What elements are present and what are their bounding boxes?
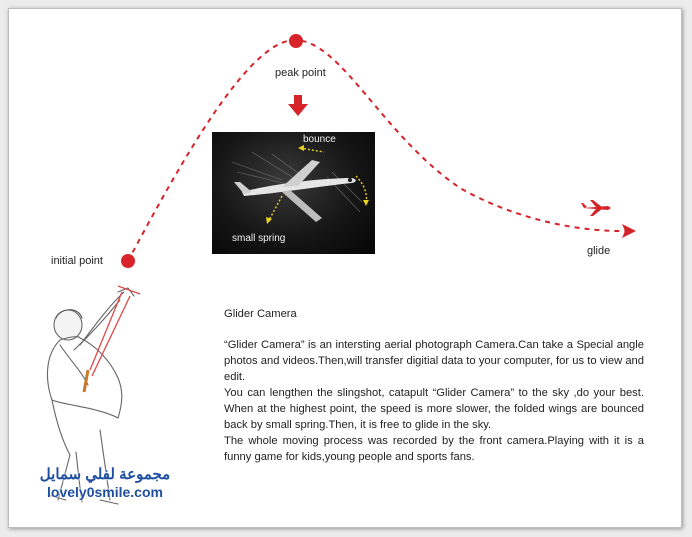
flight-path [128, 40, 628, 261]
slingshot-bands [90, 286, 140, 376]
glider-camera-photo [212, 132, 375, 254]
paragraph-3: The whole moving process was recorded by the front camera.Playing with it is a funny game for kids,young people and sports fans. [224, 435, 644, 463]
glide-label: glide [587, 245, 611, 257]
description-text [224, 306, 644, 465]
bounce-label: bounce [303, 134, 336, 145]
path-end-arrowhead [622, 224, 636, 238]
initial-point-label: initial point [51, 255, 103, 267]
peak-point-marker [289, 34, 303, 48]
watermark [30, 465, 180, 500]
paragraph-2: You can lengthen the slingshot, catapult “Glider Camera” to the sky ,do your best. When at the highest point, the speed is more slower, the folded wings are bounced back by small spring.Then, it is free to glide in the sky. [224, 387, 644, 431]
initial-point-marker [121, 254, 135, 268]
text-title: Glider Camera [224, 308, 297, 320]
paragraph-1: “Glider Camera” is an intersting aerial photograph Camera.Can take a Special angle photos and videos.Then,will transfer digitial data to your computer, for us to view and edit. [224, 339, 644, 383]
slingshot-handle [84, 370, 88, 392]
small-spring-label: small spring [232, 233, 286, 244]
down-arrow-icon [288, 95, 308, 116]
watermark-arabic: مجموعة لفلي سمايل [39, 466, 171, 483]
peak-point-label: peak point [275, 67, 326, 79]
watermark-url: lovely0smile.com [47, 484, 163, 500]
glider-plane-icon [581, 200, 611, 216]
